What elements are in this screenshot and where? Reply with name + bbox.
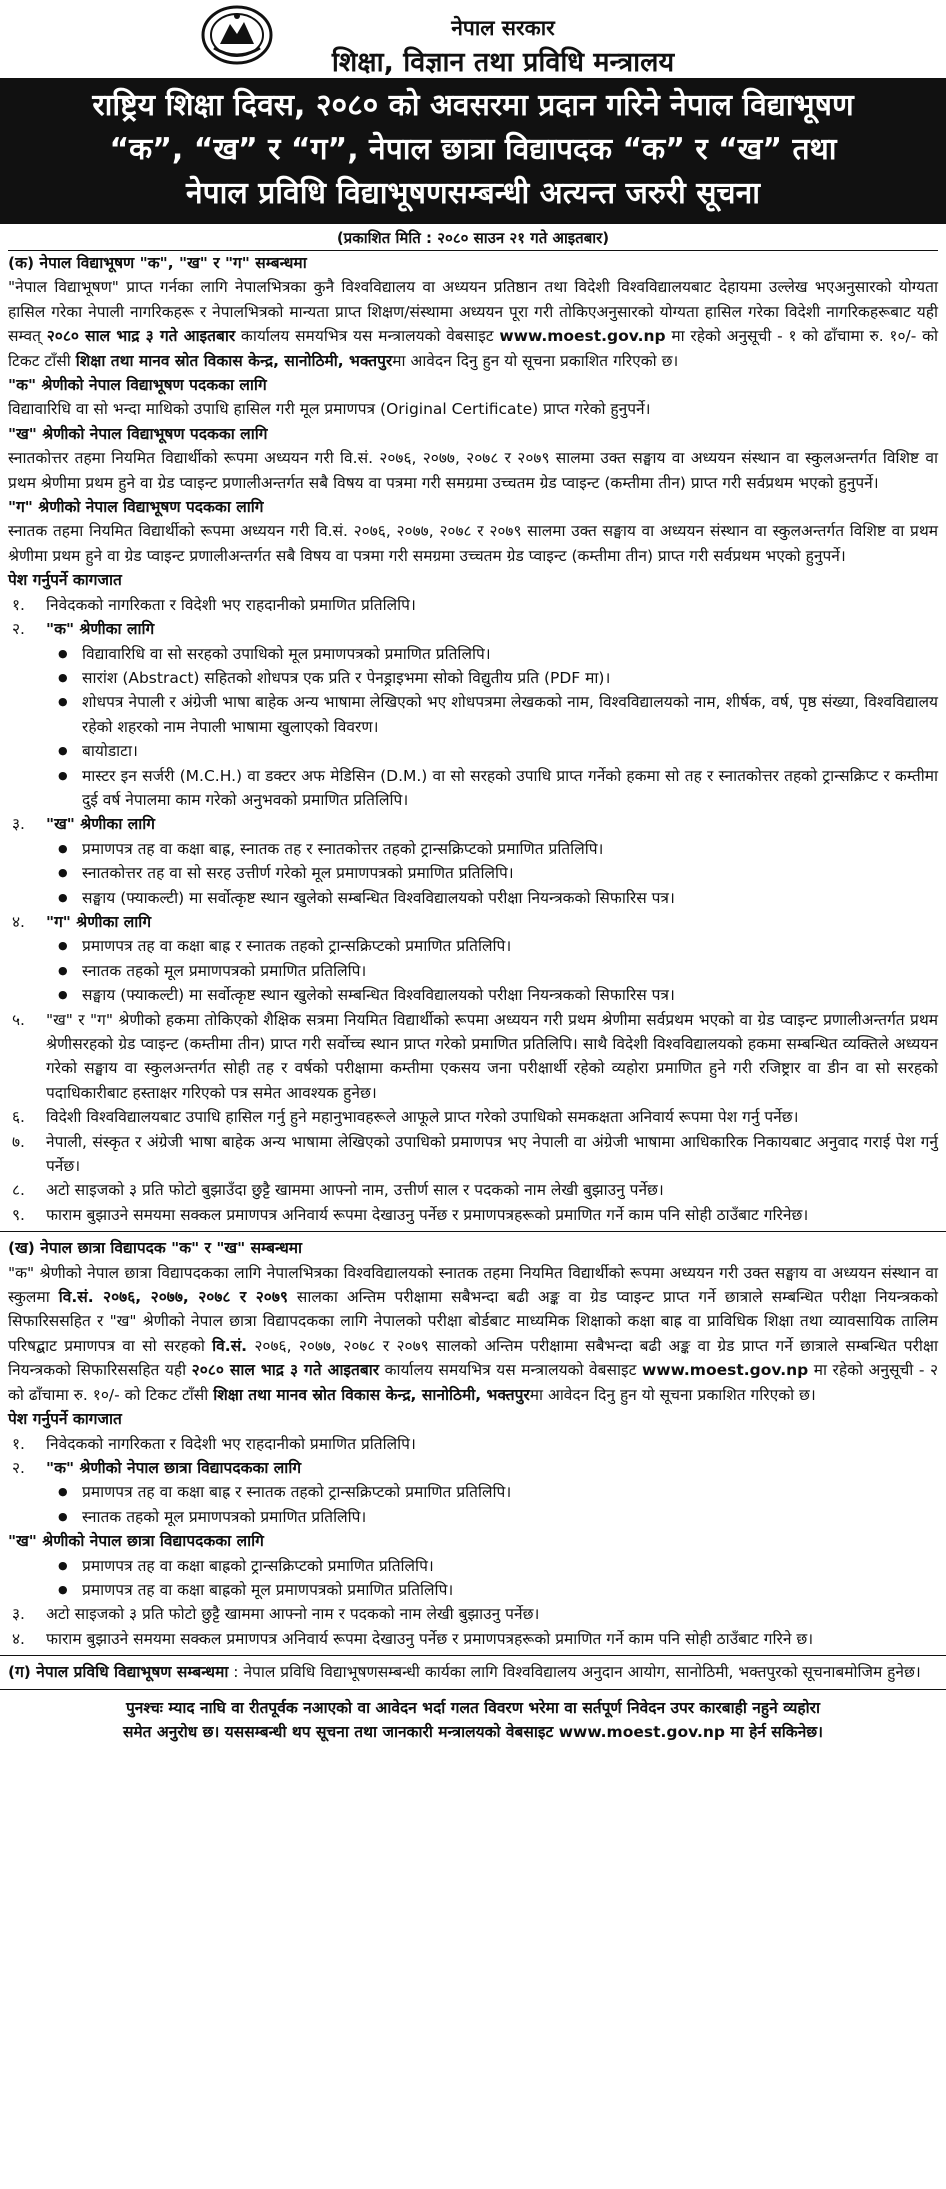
bullet-item: ● मास्टर इन सर्जरी (M.C.H.) वा डक्टर अफ मेडिसिन (D.M.) वा सो सरहको उपाधि प्राप्त गर्नेको हकमा सो तह र स्नातकोत्तर तहको ट्रान्सक्रिप्ट र कम्तीमा दुई वर्ष नेपालमा काम गरेको अनुभवको प्रमाणित प्रतिलिपि। bbox=[56, 764, 938, 813]
bullet-item: ● स्नातक तहको मूल प्रमाणपत्रको प्रमाणित प्रतिलिपि। bbox=[56, 959, 938, 983]
divider bbox=[0, 1689, 946, 1690]
bullet-item: ● विद्यावारिधि वा सो सरहको उपाधिको मूल प्रमाणपत्रको प्रमाणित प्रतिलिपि। bbox=[56, 642, 938, 666]
ga-text: स्नातक तहमा नियमित विद्यार्थीको रूपमा अध्ययन गरी वि.सं. २०७६, २०७७, २०७८ र २०७९ सालमा उक्त सङ्घाय वा अध्ययन संस्थान वा स्कुलअन्तर्गत विशिष्ट वा प्रथम श्रेणीमा प्रथम हुने वा ग्रेड प्वाइन्ट प्रणालीअन्तर्गत सबै विषय वा पत्रमा गरी समग्रमा उच्चतम ग्रेड प्वाइन्ट (कम्तीमा तीन) प्राप्त गरी सर्वप्रथम भएको हुनुपर्ने। bbox=[8, 522, 938, 565]
government-title: नेपाल सरकार bbox=[451, 16, 555, 40]
bullet-item: ● प्रमाणपत्र तह वा कक्षा बाह्र र स्नातक तहको ट्रान्सक्रिप्टको प्रमाणित प्रतिलिपि। bbox=[56, 1480, 938, 1504]
list-item: २. "क" श्रेणीको नेपाल छात्रा विद्यापदकका लागि bbox=[12, 1458, 302, 1477]
bullet-list bbox=[8, 837, 938, 910]
bullet-item: ● प्रमाणपत्र तह वा कक्षा बाह्र र स्नातक तहको ट्रान्सक्रिप्टको प्रमाणित प्रतिलिपि। bbox=[56, 934, 938, 958]
ka-heading: "क" श्रेणीको नेपाल विद्याभूषण पदकका लागि bbox=[8, 376, 267, 395]
bullet-list bbox=[8, 934, 938, 1007]
banner-line-1: राष्ट्रिय शिक्षा दिवस, २०८० को अवसरमा प्रदान गरिने नेपाल विद्याभूषण bbox=[92, 88, 854, 123]
bullet-item: ● स्नातकोत्तर तह वा सो सरह उत्तीर्ण गरेको मूल प्रमाणपत्रको प्रमाणित प्रतिलिपि। bbox=[56, 861, 938, 885]
section-c-text: (ग) नेपाल प्रविधि विद्याभूषण सम्बन्धमा : नेपाल प्रविधि विद्याभूषणसम्बन्धी कार्यका लागि विश्वविद्यालय अनुदान आयोग, सानोठिमी, भक्तपुरको सूचनाबमोजिम हुनेछ। bbox=[8, 1663, 921, 1682]
list-item: ५. "ख" र "ग" श्रेणीको हकमा तोकिएको शैक्षिक सत्रमा नियमित विद्यार्थीको रूपमा अध्ययन गरी प्रथम श्रेणीमा सर्वप्रथम भएको वा ग्रेड प्वाइन्ट प्रणालीअन्तर्गत प्रथम श्रेणीसरहको ग्रेड प्वाइन्ट (कम्तीमा तीन) प्राप्त गरी सर्वोच्च स्थान प्राप्त गरेको प्रमाणित प्रतिलिपि। साथै विदेशी विश्वविद्यालयको हकमा सम्बन्धित व्यक्तिले अध्ययन गरेको सङ्घाय वा स्कुलअन्तर्गत सोही तह र वर्षको परीक्षामा कम्तीमा एकसय जना परीक्षार्थी रहेको व्यहोरा प्रमाणित हुने गरी रजिष्ट्रार वा डीन वा सो सरहको पदाधिकारीबाट हस्ताक्षर गरिएको पत्र समेत आवश्यक हुनेछ। bbox=[12, 1010, 938, 1102]
bullet-item: ● बायोडाटा। bbox=[56, 739, 938, 763]
bullet-item: ● प्रमाणपत्र तह वा कक्षा बाह्र, स्नातक तह र स्नातकोत्तर तहको ट्रान्सक्रिप्टको प्रमाणित प्रतिलिपि। bbox=[56, 837, 938, 861]
section-b bbox=[8, 1236, 938, 1651]
publication-date: (प्रकाशित मिति : २०८० साउन २१ गते आइतबार) bbox=[8, 224, 938, 251]
bullet-item: ● सङ्घाय (फ्याकल्टी) मा सर्वोत्कृष्ट स्थान खुलेको सम्बन्धित विश्वविद्यालयको परीक्षा नियन्त्रकको सिफारिस पत्र। bbox=[56, 983, 938, 1007]
divider bbox=[0, 1655, 946, 1656]
footer-line-1: पुनश्चः म्याद नाघि वा रीतपूर्वक नआएको वा आवेदन भर्दा गलत विवरण भरेमा वा सर्तपूर्ण निवेदन उपर कारबाही नहुने व्यहोरा bbox=[125, 1698, 821, 1717]
footer-line-2: समेत अनुरोध छ। यससम्बन्धी थप सूचना तथा जानकारी मन्त्रालयको वेबसाइट www.moest.gov.np मा हेर्न सकिनेछ। bbox=[122, 1722, 824, 1741]
header bbox=[8, 0, 938, 76]
list-item: ४. "ग" श्रेणीका लागि bbox=[12, 912, 152, 931]
section-b-intro: "क" श्रेणीको नेपाल छात्रा विद्यापदकका लागि नेपालभित्रका विश्वविद्यालयको स्नातक तहमा नियमित विद्यार्थीको रूपमा अध्ययन गरी उक्त सङ्घाय वा अध्ययन संस्थान वा स्कुलमा वि.सं. २०७६, २०७७, २०७८ र २०७९ सालका अन्तिम परीक्षामा सबैभन्दा बढी अङ्क वा ग्रेड प्वाइन्ट प्राप्त गर्ने छात्राले सम्बन्धित परीक्षा नियन्त्रकको सिफारिससहित र "ख" श्रेणीको नेपाल छात्रा विद्यापदकका लागि नेपालको परीक्षा बोर्डबाट माध्यमिक शिक्षाको कक्षा बाह्र वा प्राविधिक शिक्षा तथा व्यावसायिक तालिम परिषद्बाट प्रमाणपत्र वा सो सरहको वि.सं. २०७६, २०७७, २०७८ र २०७९ सालको अन्तिम परीक्षामा सबैभन्दा बढी अङ्क वा ग्रेड प्राप्त गर्ने छात्राले सम्बन्धित परीक्षा नियन्त्रकको सिफारिससहित यही २०८० साल भाद्र ३ गते आइतबार कार्यालय समयभित्र यस मन्त्रालयको वेबसाइट www.moest.gov.np मा रहेको अनुसूची - २ को ढाँचामा रु. १०/- को टिकट टाँसी शिक्षा तथा मानव स्रोत विकास केन्द्र, सानोठिमी, भक्तपुरमा आवेदन दिनु हुन यो सूचना प्रकाशित गरिएको छ। bbox=[8, 1263, 939, 1404]
ka-text: विद्यावारिधि वा सो भन्दा माथिको उपाधि हासिल गरी मूल प्रमाणपत्र (Original Certificate) प्राप्त गरेको हुनुपर्ने। bbox=[8, 400, 651, 419]
list-item: ३. अटो साइजको ३ प्रति फोटो छुट्टै खाममा आफ्नो नाम र पदकको नाम लेखी बुझाउनु पर्नेछ। bbox=[12, 1605, 540, 1624]
banner-line-3: नेपाल प्रविधि विद्याभूषणसम्बन्धी अत्यन्त जरुरी सूचना bbox=[185, 176, 761, 211]
bullet-item: ● सारांश (Abstract) सहितको शोधपत्र एक प्रति र पेनड्राइभमा सोको विद्युतीय प्रति (PDF मा)। bbox=[56, 666, 938, 690]
list-item: २. "क" श्रेणीका लागि bbox=[12, 620, 155, 639]
bullet-item: ● प्रमाणपत्र तह वा कक्षा बाह्रको मूल प्रमाणपत्रको प्रमाणित प्रतिलिपि। bbox=[56, 1578, 938, 1602]
list-item: ७. नेपाली, संस्कृत र अंग्रेजी भाषा बाहेक अन्य भाषामा लेखिएको उपाधिको प्रमाणपत्र भए नेपाली वा अंग्रेजी भाषामा आधिकारिक निकायबाट अनुवाद गराई पेश गर्नु पर्नेछ। bbox=[12, 1132, 938, 1176]
banner-line-2: “क”, “ख” र “ग”, नेपाल छात्रा विद्यापदक “क” र “ख” तथा bbox=[109, 132, 837, 167]
footer-note bbox=[8, 1694, 938, 1744]
website-link[interactable]: www.moest.gov.np bbox=[499, 327, 666, 346]
list-item: ६. विदेशी विश्वविद्यालयबाट उपाधि हासिल गर्नु हुने महानुभावहरूले आफूले प्राप्त गरेको उपाधिको समकक्षता अनिवार्य रूपमा पेश गर्नु पर्नेछ। bbox=[12, 1108, 799, 1127]
list-item: ९. फाराम बुझाउने समयमा सक्कल प्रमाणपत्र अनिवार्य रूपमा देखाउनु पर्नेछ र प्रमाणपत्रहरूको प्रमाणित गर्ने काम पनि सोही ठाउँबाट गरिनेछ। bbox=[12, 1205, 809, 1224]
list-item: ३. "ख" श्रेणीका लागि bbox=[12, 815, 156, 834]
bullet-item: ● सङ्घाय (फ्याकल्टी) मा सर्वोत्कृष्ट स्थान खुलेको सम्बन्धित विश्वविद्यालयको परीक्षा नियन्त्रकको सिफारिस पत्र। bbox=[56, 886, 938, 910]
section-c bbox=[8, 1660, 938, 1684]
ga-heading: "ग" श्रेणीको नेपाल विद्याभूषण पदकका लागि bbox=[8, 498, 264, 517]
bullet-item: ● प्रमाणपत्र तह वा कक्षा बाह्रको ट्रान्सक्रिप्टको प्रमाणित प्रतिलिपि। bbox=[56, 1554, 938, 1578]
bullet-list bbox=[8, 1554, 938, 1603]
list-item: १. निवेदकको नागरिकता र विदेशी भए राहदानीको प्रमाणित प्रतिलिपि। bbox=[12, 595, 416, 614]
kha-text: स्नातकोत्तर तहमा नियमित विद्यार्थीको रूपमा अध्ययन गरी वि.सं. २०७६, २०७७, २०७८ र २०७९ सालमा उक्त सङ्घाय वा अध्ययन संस्थान वा स्कुलअन्तर्गत विशिष्ट वा प्रथम श्रेणीमा प्रथम हुने वा ग्रेड प्वाइन्ट प्रणालीअन्तर्गत सबै विषय वा पत्रमा गरी समग्रमा उच्चतम ग्रेड प्वाइन्ट (कम्तीमा तीन) प्राप्त गरी सर्वप्रथम भएको हुनुपर्ने। bbox=[8, 449, 938, 492]
section-b-heading: (ख) नेपाल छात्रा विद्यापदक "क" र "ख" सम्बन्धमा bbox=[8, 1239, 303, 1258]
ministry-title: शिक्षा, विज्ञान तथा प्रविधि मन्त्रालय bbox=[331, 47, 675, 78]
kha-girl-heading: "ख" श्रेणीको नेपाल छात्रा विद्यापदकका लागि bbox=[8, 1532, 264, 1551]
section-a-heading: (क) नेपाल विद्याभूषण "क", "ख" र "ग" सम्बन्धमा bbox=[8, 254, 307, 272]
list-item: ८. अटो साइजको ३ प्रति फोटो बुझाउँदा छुट्टै खाममा आफ्नो नाम, उत्तीर्ण साल र पदकको नाम लेखी बुझाउनु पर्नेछ। bbox=[12, 1181, 664, 1200]
documents-heading: पेश गर्नुपर्ने कागजात bbox=[8, 571, 122, 590]
bullet-item: ● स्नातक तहको मूल प्रमाणपत्रको प्रमाणित प्रतिलिपि। bbox=[56, 1505, 938, 1529]
list-item: ४. फाराम बुझाउने समयमा सक्कल प्रमाणपत्र अनिवार्य रूपमा देखाउनु पर्नेछ र प्रमाणपत्रहरूको प्रमाणित गर्ने काम पनि सोही ठाउँबाट गरिने छ। bbox=[12, 1629, 814, 1648]
section-a-intro: "नेपाल विद्याभूषण" प्राप्त गर्नका लागि नेपालभित्रका कुनै विश्वविद्यालय वा अध्ययन प्रतिष्ठान तथा विदेशी विश्वविद्यालयबाट देहायमा उल्लेख भएअनुसारको योग्यता हासिल गरेका नेपाली नागरिकहरू र नेपालभित्रको मान्यता प्राप्त शिक्षण/संस्थामा अध्ययन पूरा गरी तोकिएअनुसारको योग्यता हासिल गरेका विदेशी नागरिकहरूबाट यही सम्वत् २०८० साल भाद्र ३ गते आइतबार कार्यालय समयभित्र यस मन्त्रालयको वेबसाइट www.moest.gov.np मा रहेको अनुसूची - १ को ढाँचामा रु. १०/- को टिकट टाँसी शिक्षा तथा मानव स्रोत विकास केन्द्र, सानोठिमी, भक्तपुरमा आवेदन दिनु हुन यो सूचना प्रकाशित गरिएको छ। bbox=[8, 278, 938, 370]
documents-list bbox=[8, 593, 938, 1228]
notice-banner bbox=[0, 78, 946, 224]
bullet-list bbox=[8, 1480, 938, 1529]
bullet-list bbox=[8, 642, 938, 813]
documents-heading: पेश गर्नुपर्ने कागजात bbox=[8, 1410, 122, 1429]
website-link[interactable]: www.moest.gov.np bbox=[641, 1361, 809, 1380]
kha-heading: "ख" श्रेणीको नेपाल विद्याभूषण पदकका लागि bbox=[8, 424, 268, 443]
list-item: १. निवेदकको नागरिकता र विदेशी भए राहदानीको प्रमाणित प्रतिलिपि। bbox=[12, 1434, 416, 1453]
bullet-item: ● शोधपत्र नेपाली र अंग्रेजी भाषा बाहेक अन्य भाषामा लेखिएको भए शोधपत्रमा लेखकको नाम, विश्वविद्यालयको नाम, शीर्षक, वर्ष, पृष्ठ संख्या, विश्वविद्यालय रहेको शहरको नाम नेपाली भाषामा खुलाएको विवरण। bbox=[56, 690, 938, 739]
divider bbox=[0, 1231, 946, 1232]
section-a bbox=[8, 251, 938, 1227]
